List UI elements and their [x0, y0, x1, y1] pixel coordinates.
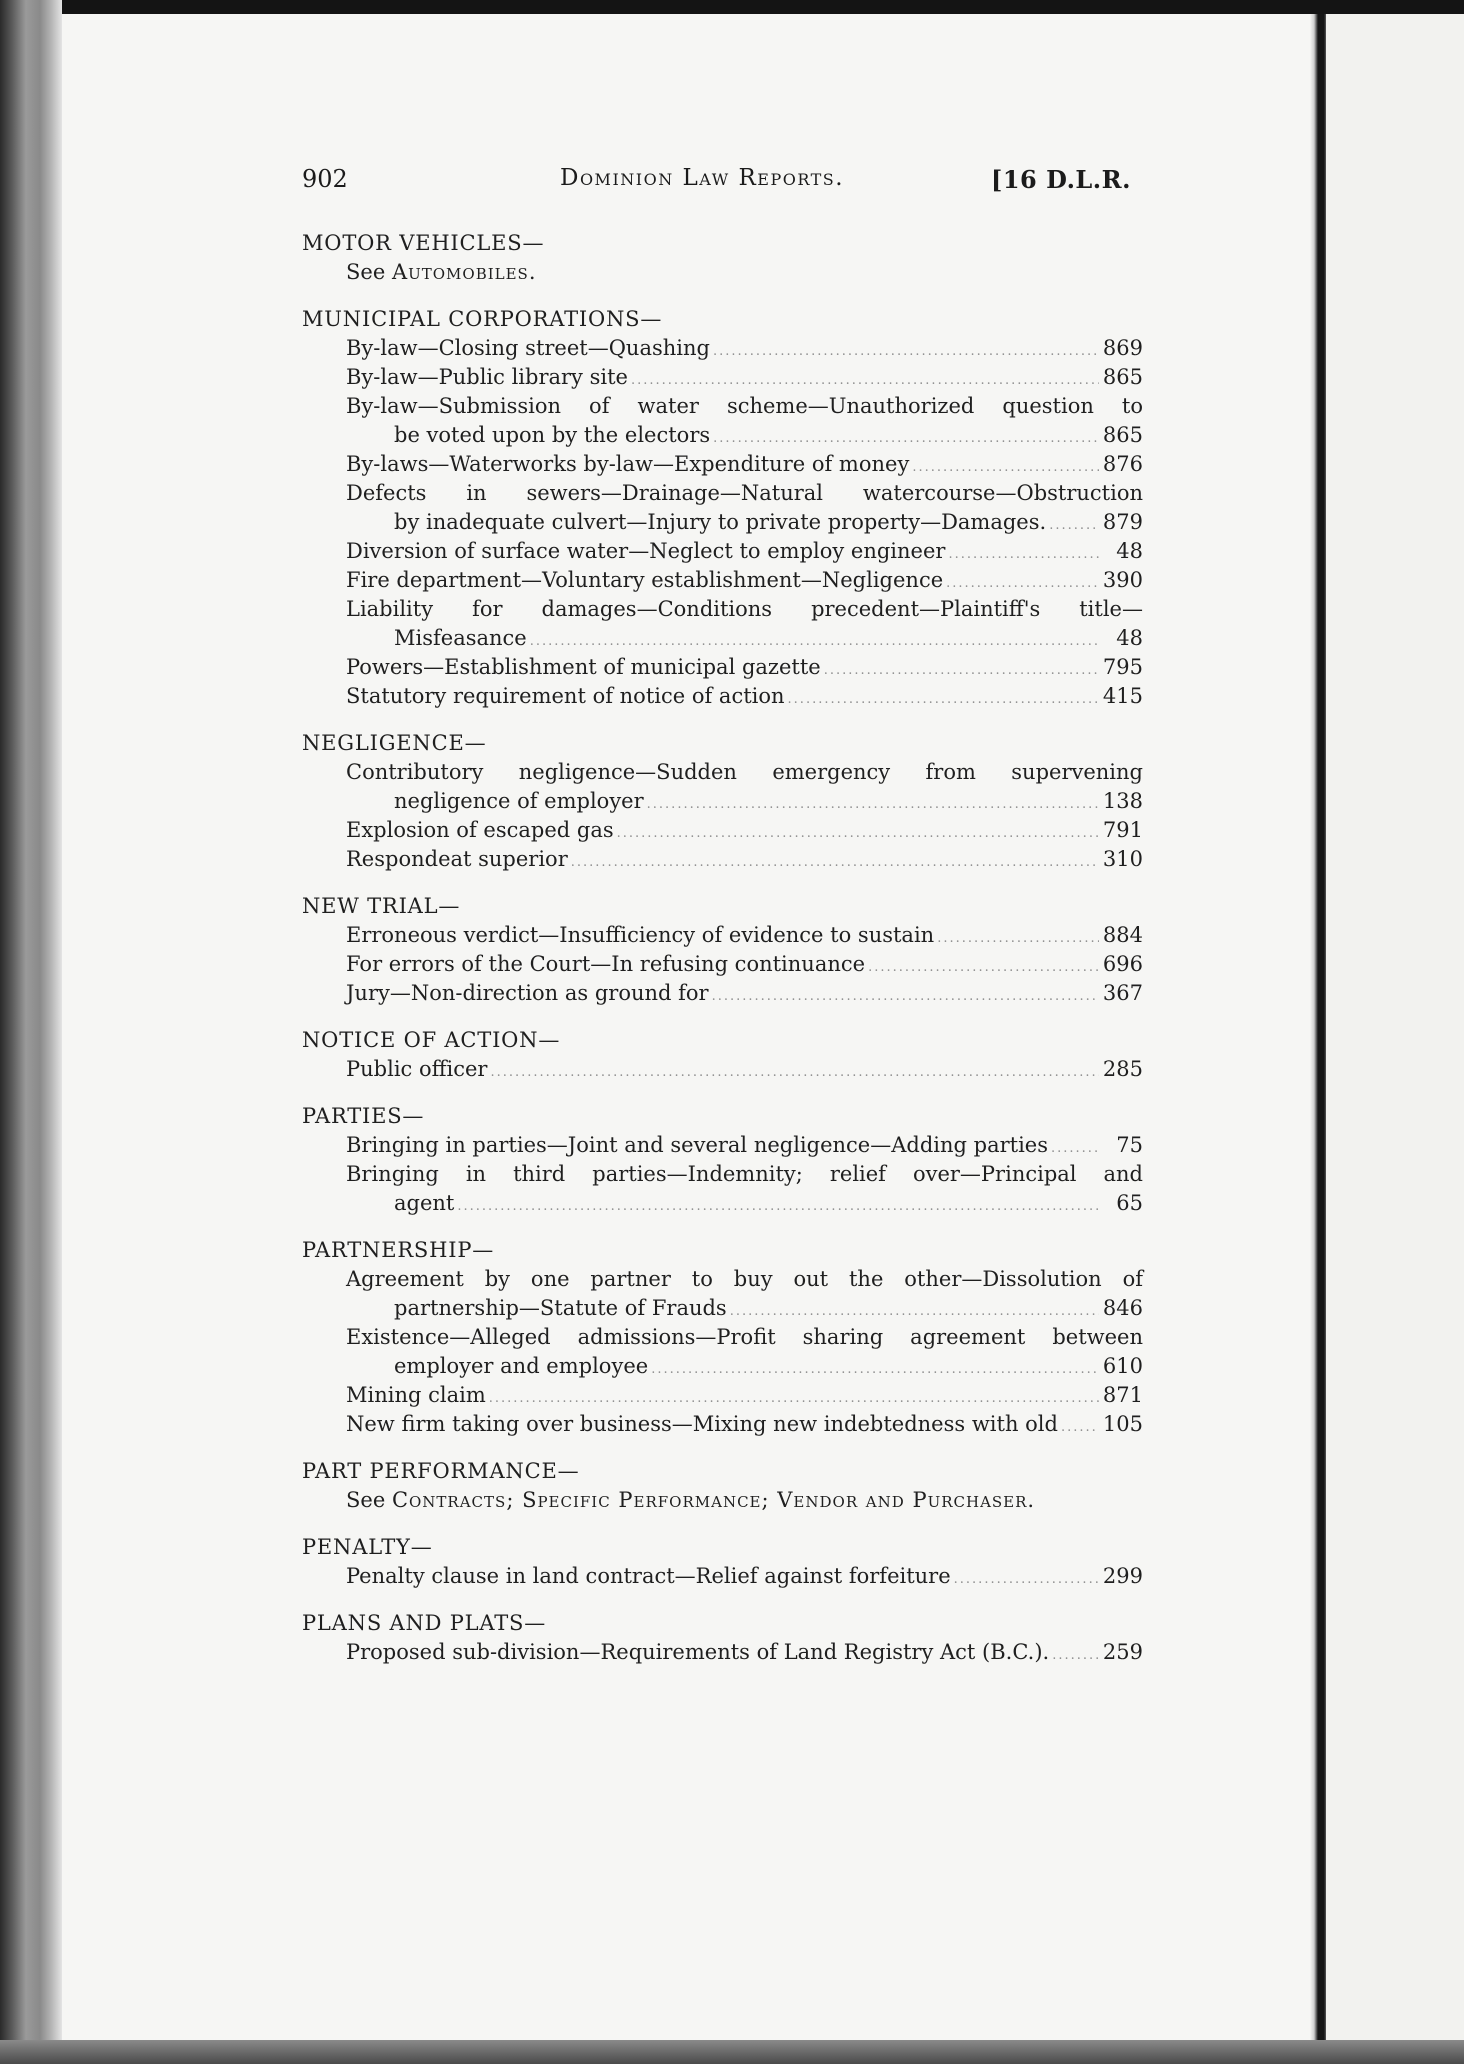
page-reference: 610: [1102, 1354, 1143, 1378]
entry-text: Fire department—Voluntary establishment—Negligence: [346, 568, 944, 592]
dot-leader: [617, 819, 1099, 848]
book-gutter: [1310, 14, 1326, 2064]
dot-leader: [946, 569, 1099, 598]
entry-text: By-law—Public library site: [346, 365, 628, 389]
page-number: 902: [302, 165, 348, 193]
index-section: [300, 304, 1143, 711]
entry-first-line: By-law—Submission of water scheme—Unauthorized question to: [346, 394, 1143, 418]
page-reference: 48: [1116, 539, 1143, 563]
index-entry: [300, 624, 1143, 653]
entry-text: Statutory requirement of notice of action: [346, 684, 785, 708]
entry-text: Diversion of surface water—Neglect to employ engineer: [346, 539, 946, 563]
entry-first-line: Defects in sewers—Drainage—Natural watercourse—Obstruction: [346, 481, 1143, 505]
dot-leader: [868, 953, 1099, 982]
entry-text: agent: [394, 1191, 455, 1215]
section-heading: PARTNERSHIP—: [302, 1238, 495, 1262]
volume-label: [16 D.L.R.: [991, 165, 1131, 194]
dot-leader: [1061, 1413, 1099, 1442]
page-reference: 846: [1102, 1296, 1143, 1320]
entry-text: By-laws—Waterworks by-law—Expenditure of money: [346, 452, 910, 476]
index-entry: [300, 1410, 1143, 1439]
dot-leader: [712, 982, 1099, 1011]
index-entry: [300, 1352, 1143, 1381]
section-heading: PART PERFORMANCE—: [302, 1459, 580, 1483]
section-heading: MUNICIPAL CORPORATIONS—: [302, 307, 663, 331]
page-reference: 367: [1102, 981, 1143, 1005]
entry-text: Respondeat superior: [346, 847, 568, 871]
page-reference: 138: [1102, 789, 1143, 813]
index-entry: [300, 653, 1143, 682]
dot-leader: [788, 685, 1099, 714]
dot-leader: [457, 1192, 1099, 1221]
page-reference: 48: [1116, 626, 1143, 650]
page-reference: 884: [1102, 923, 1143, 947]
index-entry: [300, 682, 1143, 711]
page-reference: 65: [1116, 1191, 1143, 1215]
index-entry: [300, 1055, 1143, 1084]
dot-leader: [948, 540, 1099, 569]
page-reference: 415: [1102, 684, 1143, 708]
dot-leader: [530, 627, 1099, 656]
dot-leader: [713, 337, 1099, 366]
page-reference: 791: [1102, 818, 1143, 842]
page-reference: 865: [1102, 365, 1143, 389]
entry-first-line: Agreement by one partner to buy out the other—Dissolution of: [346, 1267, 1143, 1291]
entry-text: Jury—Non-direction as ground for: [346, 981, 709, 1005]
index-entry: [300, 950, 1143, 979]
section-heading: NEW TRIAL—: [302, 894, 461, 918]
entry-text: by inadequate culvert—Injury to private property—Damages.: [394, 510, 1047, 534]
index-section: [300, 228, 1143, 287]
index-section: [300, 1235, 1143, 1439]
dot-leader: [912, 453, 1099, 482]
dot-leader: [631, 366, 1099, 395]
page-reference: 285: [1102, 1057, 1143, 1081]
see-reference: [300, 258, 1143, 287]
entry-first-line: Existence—Alleged admissions—Profit sharing agreement between: [346, 1325, 1143, 1349]
dot-leader: [713, 424, 1099, 453]
entry-first-line: Bringing in third parties—Indemnity; relief over—Principal and: [346, 1162, 1143, 1186]
scan-top-edge: [0, 0, 1464, 14]
entry-text: By-law—Closing street—Quashing: [346, 336, 710, 360]
entry-text: For errors of the Court—In refusing continuance: [346, 952, 866, 976]
see-prefix: See: [346, 260, 386, 284]
entry-text: be voted upon by the electors: [394, 423, 711, 447]
page-reference: 259: [1102, 1640, 1143, 1664]
dot-leader: [651, 1355, 1099, 1384]
running-header: [302, 165, 1142, 205]
index-entry: [300, 1189, 1143, 1218]
index-entry: [300, 816, 1143, 845]
section-heading: MOTOR VEHICLES—: [302, 231, 545, 255]
page-reference: 299: [1102, 1564, 1143, 1588]
index-entry: [300, 1381, 1143, 1410]
index-entry: [300, 1294, 1143, 1323]
entry-text: Powers—Establishment of municipal gazette: [346, 655, 821, 679]
dot-leader: [571, 848, 1099, 877]
entry-text: New firm taking over business—Mixing new indebtedness with old: [346, 1412, 1058, 1436]
book-spine-edge: [0, 0, 62, 2064]
entry-first-line: Liability for damages—Conditions precedent—Plaintiff's title—: [346, 597, 1143, 621]
see-reference-targets: Contracts; Specific Performance; Vendor and Purchaser.: [391, 1488, 1036, 1512]
index-entry: [300, 450, 1143, 479]
section-heading: PLANS AND PLATS—: [302, 1611, 547, 1635]
entry-text: Mining claim: [346, 1383, 486, 1407]
index-section: [300, 1608, 1143, 1667]
entry-text: employer and employee: [394, 1354, 649, 1378]
index-entry: [300, 508, 1143, 537]
entry-text: Erroneous verdict—Insufficiency of evidence to sustain: [346, 923, 935, 947]
index-entry: [300, 421, 1143, 450]
section-heading: PENALTY—: [302, 1535, 433, 1559]
index-section: [300, 1025, 1143, 1084]
page-reference: 390: [1102, 568, 1143, 592]
section-heading: NOTICE OF ACTION—: [302, 1028, 561, 1052]
entry-text: partnership—Statute of Frauds: [394, 1296, 727, 1320]
page-reference: 105: [1102, 1412, 1143, 1436]
see-prefix: See: [346, 1488, 386, 1512]
index-section: [300, 1456, 1143, 1515]
section-heading: NEGLIGENCE—: [302, 731, 487, 755]
dot-leader: [1051, 1134, 1099, 1163]
dot-leader: [730, 1297, 1099, 1326]
entry-text: Penalty clause in land contract—Relief against forfeiture: [346, 1564, 951, 1588]
entry-text: Misfeasance: [394, 626, 527, 650]
dot-leader: [824, 656, 1099, 685]
dot-leader: [937, 924, 1099, 953]
index-body: [300, 228, 1143, 1684]
index-entry: [300, 787, 1143, 816]
entry-text: negligence of employer: [394, 789, 644, 813]
index-section: [300, 1101, 1143, 1218]
index-entry: [300, 1131, 1143, 1160]
entry-text: Explosion of escaped gas: [346, 818, 614, 842]
index-entry: [300, 334, 1143, 363]
index-entry: [300, 921, 1143, 950]
entry-text: Proposed sub-division—Requirements of Land Registry Act (B.C.).: [346, 1640, 1050, 1664]
dot-leader: [1049, 511, 1099, 540]
page-reference: 865: [1102, 423, 1143, 447]
page-reference: 871: [1102, 1383, 1143, 1407]
page-reference: 879: [1102, 510, 1143, 534]
dot-leader: [490, 1058, 1099, 1087]
see-reference: [300, 1486, 1143, 1515]
running-title: Dominion Law Reports.: [560, 165, 845, 191]
entry-first-line: Contributory negligence—Sudden emergency from supervening: [346, 760, 1143, 784]
page-reference: 310: [1102, 847, 1143, 871]
index-section: [300, 1532, 1143, 1591]
index-entry: [300, 845, 1143, 874]
entry-text: Public officer: [346, 1057, 488, 1081]
dot-leader: [489, 1384, 1099, 1413]
dot-leader: [954, 1565, 1099, 1594]
page-reference: 869: [1102, 336, 1143, 360]
scan-bottom-edge: [0, 2040, 1464, 2064]
facing-page-edge: [1326, 14, 1464, 2064]
see-reference-targets: Automobiles.: [391, 260, 537, 284]
page-reference: 696: [1102, 952, 1143, 976]
index-section: [300, 891, 1143, 1008]
dot-leader: [647, 790, 1099, 819]
index-entry: [300, 979, 1143, 1008]
index-entry: [300, 363, 1143, 392]
dot-leader: [1052, 1641, 1099, 1670]
page-reference: 75: [1116, 1133, 1143, 1157]
index-section: [300, 728, 1143, 874]
index-entry: [300, 537, 1143, 566]
index-entry: [300, 1562, 1143, 1591]
section-heading: PARTIES—: [302, 1104, 425, 1128]
entry-text: Bringing in parties—Joint and several negligence—Adding parties: [346, 1133, 1049, 1157]
page-reference: 876: [1102, 452, 1143, 476]
page-reference: 795: [1102, 655, 1143, 679]
index-entry: [300, 1638, 1143, 1667]
index-entry: [300, 566, 1143, 595]
